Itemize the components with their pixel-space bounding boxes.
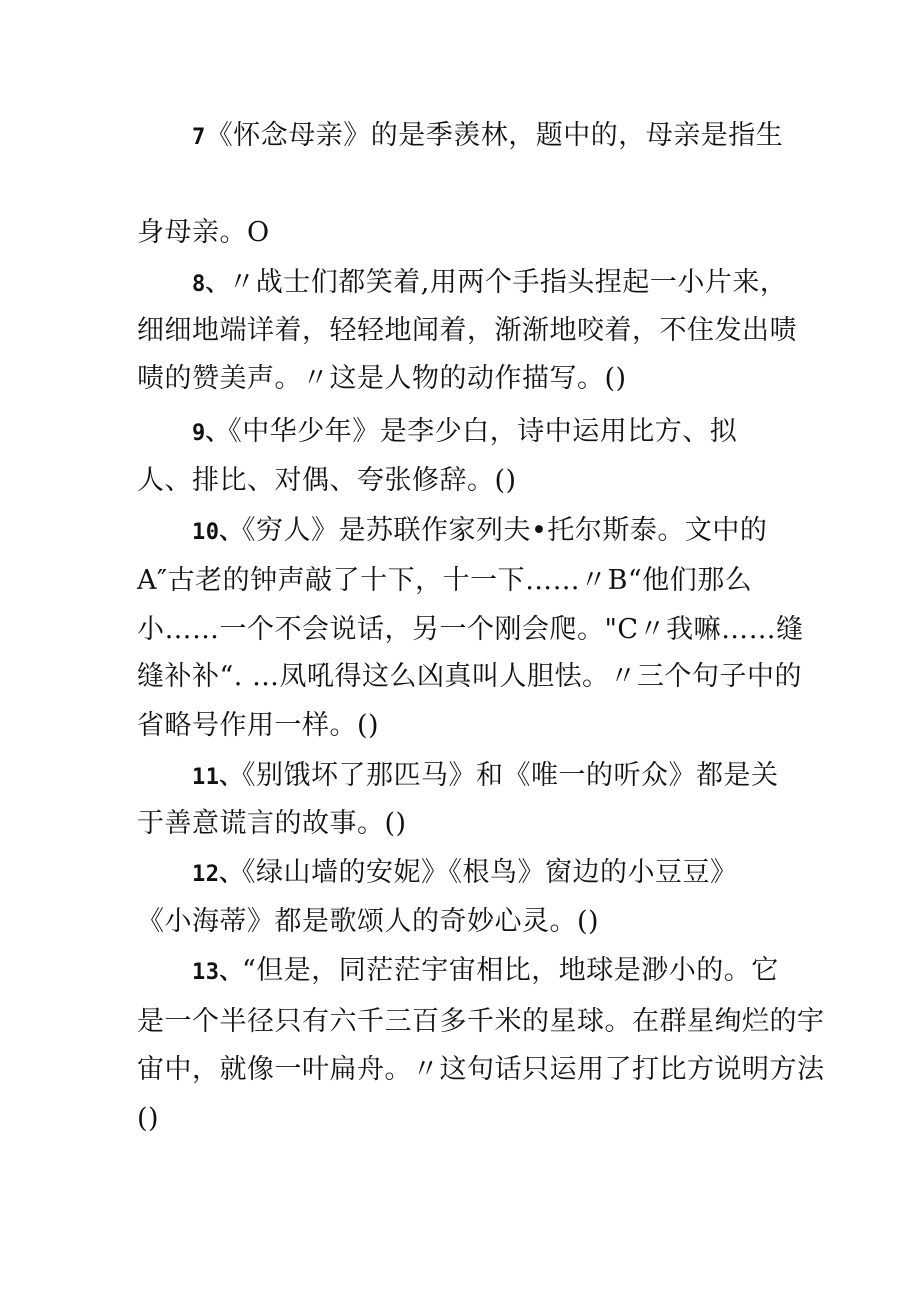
text-line xyxy=(137,1004,825,1042)
item-number: 12、 xyxy=(192,862,242,887)
line-text: 省略号作用一样。() xyxy=(137,710,380,741)
text-line xyxy=(137,313,797,351)
item-number: 9、 xyxy=(192,421,229,446)
text-line xyxy=(137,708,379,746)
text-line xyxy=(192,513,767,551)
line-text: 缝补补“. …凤吼得这么凶真叫人胆怯。〃三个句子中的 xyxy=(137,661,802,692)
text-line xyxy=(137,463,517,501)
line-text: 宙中，就像一叶扁舟。〃这句话只运用了打比方说明方法 xyxy=(137,1054,825,1085)
line-text: 细细地端详着，轻轻地闻着，渐渐地咬着，不住发出啧 xyxy=(137,315,797,346)
text-line xyxy=(192,953,779,991)
item-number: 8、 xyxy=(192,272,229,297)
text-line xyxy=(137,612,804,650)
text-line xyxy=(137,361,627,399)
text-line xyxy=(137,563,752,601)
line-text: 啧的赞美声。〃这是人物的动作描写。() xyxy=(137,363,627,394)
line-text: 《中华少年》是李少白，诗中运用比方、拟 xyxy=(228,416,738,447)
text-line xyxy=(137,1101,159,1139)
text-line xyxy=(137,904,599,942)
line-text: 人、排比、对偶、夸张修辞。() xyxy=(137,465,517,496)
text-line xyxy=(192,855,738,893)
text-line xyxy=(137,806,407,844)
text-line xyxy=(137,215,270,253)
line-text: 《怀念母亲》的是季羡林，题中的，母亲是指生 xyxy=(205,120,784,151)
line-text: 《别饿坏了那匹马》和《唯一的听众》都是关 xyxy=(242,760,779,791)
item-number: 11、 xyxy=(192,765,242,790)
line-text: () xyxy=(137,1103,160,1134)
item-number: 7 xyxy=(192,125,206,150)
line-text: 〃战士们都笑着,用两个手指头捏起一小片来， xyxy=(228,267,788,298)
line-text: “但是，同茫茫宇宙相比，地球是渺小的。它 xyxy=(242,955,779,986)
text-line xyxy=(192,265,787,303)
line-text: 小……一个不会说话，另一个刚会爬。"C〃我嘛……缝 xyxy=(137,614,804,645)
text-line xyxy=(137,659,802,697)
item-number: 13、 xyxy=(192,960,242,985)
line-text: 是一个半径只有六千三百多千米的星球。在群星绚烂的宇 xyxy=(137,1006,825,1037)
text-line xyxy=(192,414,737,452)
text-line xyxy=(192,118,783,156)
line-text: 《小海蒂》都是歌颂人的奇妙心灵。() xyxy=(137,906,600,937)
line-text: A″古老的钟声敲了十下，十一下……〃B“他们那么 xyxy=(137,565,753,596)
line-text: 身母亲。O xyxy=(137,217,270,248)
text-line xyxy=(137,1052,825,1090)
text-line xyxy=(192,758,779,796)
line-text: 《穷人》是苏联作家列夫•托尔斯泰。文中的 xyxy=(242,515,768,546)
line-text: 《绿山墙的安妮》《根鸟》窗边的小豆豆》 xyxy=(242,857,738,888)
line-text: 于善意谎言的故事。() xyxy=(137,808,407,839)
item-number: 10、 xyxy=(192,520,242,545)
